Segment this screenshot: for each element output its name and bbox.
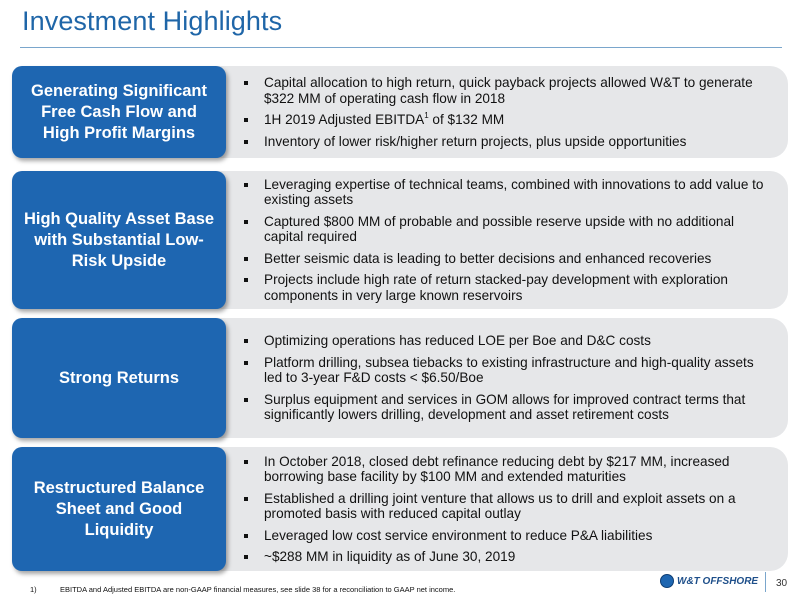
footnote bbox=[30, 585, 455, 594]
section-label: Generating Significant Free Cash Flow and High Profit Margins bbox=[12, 66, 226, 158]
bullet-list bbox=[240, 66, 774, 158]
bullet-item: ~$288 MM in liquidity as of June 30, 2019 bbox=[240, 549, 774, 565]
page-title: Investment Highlights bbox=[22, 6, 283, 36]
bullet-item: Captured $800 MM of probable and possible reserve upside with no additional capital required bbox=[240, 214, 774, 245]
bullet-icon bbox=[244, 118, 248, 122]
section-strong-returns bbox=[0, 318, 800, 438]
bullet-list bbox=[240, 447, 774, 571]
bullet-icon bbox=[244, 278, 248, 282]
bullet-item: Inventory of lower risk/higher return projects, plus upside opportunities bbox=[240, 134, 774, 150]
company-logo bbox=[660, 574, 758, 588]
bullet-item: Established a drilling joint venture that allows us to drill and exploit assets on a promoted basis with reduced capital outlay bbox=[240, 491, 774, 522]
section-label: Strong Returns bbox=[12, 318, 226, 438]
section-asset-base bbox=[0, 171, 800, 309]
bullet-icon bbox=[244, 339, 248, 343]
section-label: Restructured Balance Sheet and Good Liquidity bbox=[12, 447, 226, 571]
page-number: 30 bbox=[776, 578, 788, 589]
logo-text: W&T OFFSHORE bbox=[677, 575, 759, 587]
bullet-item: Projects include high rate of return stacked-pay development with exploration components in very large known reservoirs bbox=[240, 272, 774, 303]
bullet-icon bbox=[244, 183, 248, 187]
bullet-item: 1H 2019 Adjusted EBITDA$^1$ of $132 MM bbox=[240, 112, 774, 128]
bullet-icon bbox=[244, 497, 248, 501]
footnote-marker: 1 bbox=[424, 111, 429, 120]
bullet-icon bbox=[244, 257, 248, 261]
bullet-list bbox=[240, 318, 774, 438]
bullet-item: Surplus equipment and services in GOM allows for improved contract terms that significantly lowers drilling, development and asset retirement costs bbox=[240, 392, 774, 423]
bullet-icon bbox=[244, 460, 248, 464]
bullet-icon bbox=[244, 140, 248, 144]
section-free-cash-flow bbox=[0, 66, 800, 158]
footer-divider bbox=[765, 572, 766, 592]
bullet-icon bbox=[244, 534, 248, 538]
bullet-item: Better seismic data is leading to better decisions and enhanced recoveries bbox=[240, 251, 774, 267]
section-balance-sheet bbox=[0, 447, 800, 571]
bullet-icon bbox=[244, 555, 248, 559]
title-divider bbox=[20, 47, 782, 48]
bullet-item: Platform drilling, subsea tiebacks to existing infrastructure and high-quality assets led to 3-year F&D costs < $6.50/Boe bbox=[240, 355, 774, 386]
bullet-icon bbox=[244, 361, 248, 365]
bullet-item: Leveraging expertise of technical teams, combined with innovations to add value to existing assets bbox=[240, 177, 774, 208]
bullet-icon bbox=[244, 220, 248, 224]
logo-globe-icon bbox=[660, 574, 674, 588]
bullet-list bbox=[240, 171, 774, 309]
bullet-icon bbox=[244, 398, 248, 402]
bullet-icon bbox=[244, 81, 248, 85]
section-label: High Quality Asset Base with Substantial Low-Risk Upside bbox=[12, 171, 226, 309]
footnote-number: 1) bbox=[30, 585, 37, 594]
bullet-item: Leveraged low cost service environment to reduce P&A liabilities bbox=[240, 528, 774, 544]
footnote-text: EBITDA and Adjusted EBITDA are non-GAAP financial measures, see slide 38 for a reconciliation to GAAP net income. bbox=[60, 585, 456, 594]
bullet-item: Capital allocation to high return, quick payback projects allowed W&T to generate $322 MM of operating cash flow in 2018 bbox=[240, 75, 774, 106]
bullet-item: In October 2018, closed debt refinance reducing debt by $217 MM, increased borrowing base facility by $100 MM and extended maturities bbox=[240, 454, 774, 485]
bullet-item: Optimizing operations has reduced LOE per Boe and D&C costs bbox=[240, 333, 774, 349]
